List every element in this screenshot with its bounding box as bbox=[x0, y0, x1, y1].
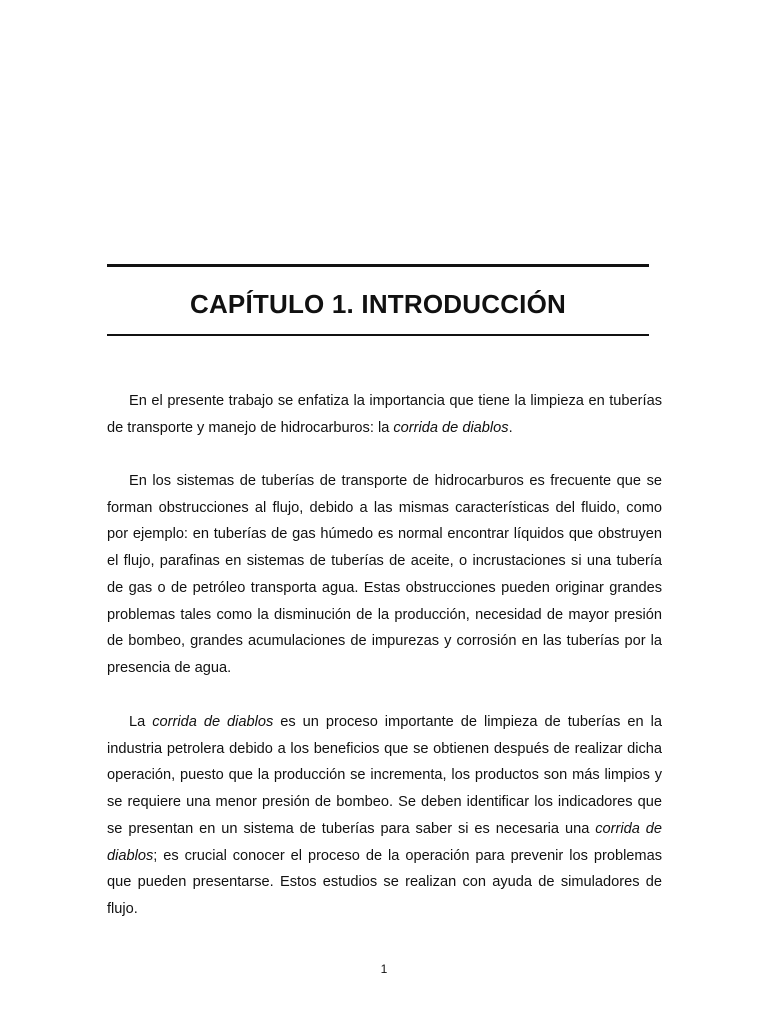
paragraph-3-text-end: ; es crucial conocer el proceso de la operación para prevenir los problemas que pueden presentarse. Estos estudios se realizan con ayuda de simuladores de flujo. bbox=[107, 847, 662, 917]
paragraph-3-emphasis-1: corrida de diablos bbox=[152, 714, 274, 730]
title-top-rule bbox=[107, 264, 649, 267]
paragraph-3 bbox=[107, 709, 662, 923]
paragraph-2-text: En los sistemas de tuberías de transporte de hidrocarburos es frecuente que se forman obstrucciones al flujo, debido a las mismas características del fluido, como por ejemplo: en tuberías de gas húmedo es normal encontrar líquidos que obstruyen el flujo, parafinas en sistemas de tuberías de aceite, o incrustaciones si una tubería de gas o de petróleo transporta agua. Estas obstrucciones pueden originar grandes problemas tales como la disminución de la producción, necesidad de mayor presión de bombeo, grandes acumulaciones de impurezas y corrosión en las tuberías por la presencia de agua. bbox=[107, 473, 662, 676]
paragraph-2 bbox=[107, 468, 662, 682]
paragraph-1-emphasis: corrida de diablos bbox=[393, 419, 509, 436]
paragraph-3-text-start: La bbox=[129, 714, 153, 730]
paragraph-1 bbox=[107, 388, 662, 441]
paragraph-3-text-middle: es un proceso importante de limpieza de tuberías en la industria petrolera debido a los beneficios que se obtienen después de realizar dicha operación, puesto que la producción se incrementa, los productos son más limpios y se requiere una menor presión de bombeo. Se deben identificar los indicadores que se presentan en un sistema de tuberías para saber si es necesaria una bbox=[107, 714, 662, 837]
chapter-title: CAPÍTULO 1. INTRODUCCIÓN bbox=[189, 289, 567, 319]
page-number: 1 bbox=[380, 962, 388, 976]
paragraph-1-end: . bbox=[508, 419, 513, 436]
paragraph-1-text: En el presente trabajo se enfatiza la importancia que tiene la limpieza en tuberías de transporte y manejo de hidrocarburos: la bbox=[107, 393, 662, 436]
title-bottom-rule bbox=[107, 334, 649, 336]
paragraph-3-emphasis-2: corrida de diablos bbox=[107, 820, 662, 864]
